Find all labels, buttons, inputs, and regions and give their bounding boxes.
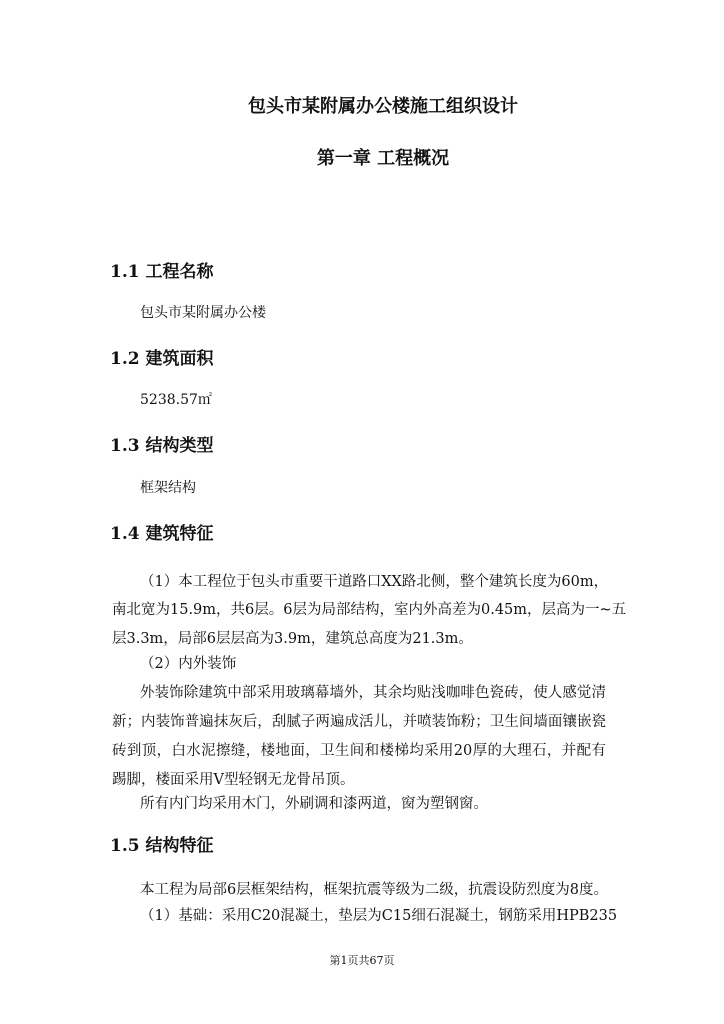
section-heading: 1.3 结构类型 <box>110 436 214 456</box>
paragraph-line: （1）本工程位于包头市重要干道路口XX路北侧，整个建筑长度为60m， <box>140 574 609 590</box>
paragraph-line: 踢脚，楼面采用V型轻钢无龙骨吊顶。 <box>112 772 355 788</box>
paragraph-line: （1）基础：采用C20混凝土，垫层为C15细石混凝土，钢筋采用HPB235 <box>140 908 618 924</box>
section-heading: 1.1 工程名称 <box>110 262 214 282</box>
paragraph-line: 所有内门均采用木门，外刷调和漆两道，窗为塑钢窗。 <box>140 796 488 812</box>
section-text: 框架结构 <box>140 480 196 496</box>
section-heading: 1.4 建筑特征 <box>110 524 214 544</box>
paragraph-line: 外装饰除建筑中部采用玻璃幕墙外，其余均贴浅咖啡色瓷砖，使人感觉清 <box>140 685 606 701</box>
paragraph-line: （2）内外装饰 <box>140 656 237 672</box>
section-heading: 1.5 结构特征 <box>110 836 214 856</box>
section-text: 5238.57㎡ <box>140 392 212 408</box>
section-text: 包头市某附属办公楼 <box>140 305 266 321</box>
paragraph-line: 南北宽为15.9m，共6层。6层为局部结构，室内外高差为0.45m，层高为一~五 <box>112 602 627 618</box>
paragraph-line: 本工程为局部6层框架结构，框架抗震等级为二级，抗震设防烈度为8度。 <box>140 882 608 898</box>
paragraph-line: 新；内装饰普遍抹灰后，刮腻子两遍成活儿，并喷装饰粉；卫生间墙面镶嵌瓷 <box>112 714 606 730</box>
paragraph-line: 层3.3m，局部6层层高为3.9m，建筑总高度为21.3m。 <box>112 631 473 647</box>
document-title: 包头市某附属办公楼施工组织设计 <box>248 96 518 117</box>
section-heading: 1.2 建筑面积 <box>110 349 214 369</box>
page-footer: 第1页共67页 <box>329 954 395 967</box>
paragraph-line: 砖到顶，白水泥擦缝，楼地面，卫生间和楼梯均采用20厚的大理石，并配有 <box>112 743 606 759</box>
chapter-title: 第一章 工程概况 <box>316 148 450 169</box>
